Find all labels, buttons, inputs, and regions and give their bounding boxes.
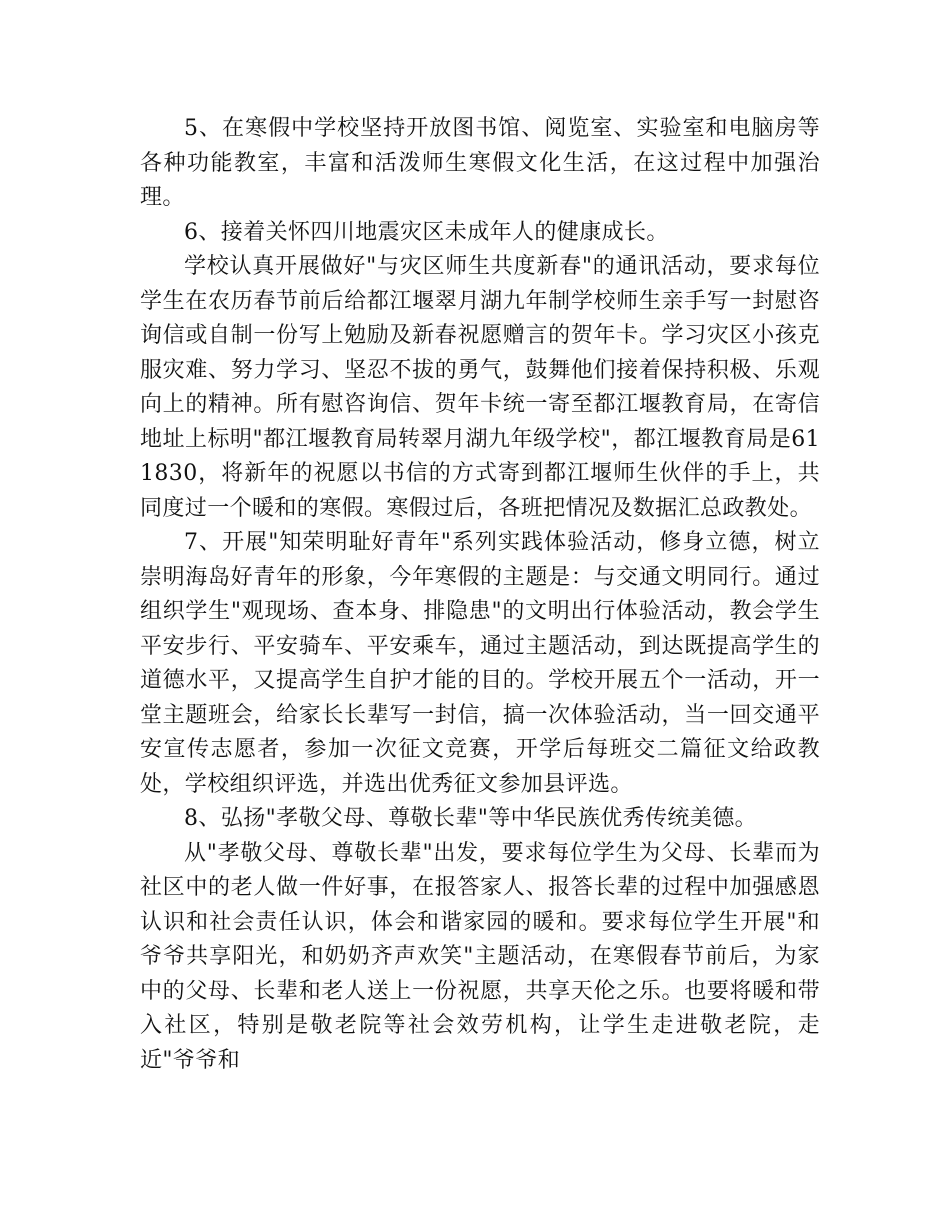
paragraph-item-6: 6、接着关怀四川地震灾区未成年人的健康成长。 (184, 219, 669, 245)
paragraph-item-5: 5、在寒假中学校坚持开放图书馆、阅览室、实验室和电脑房等各种功能教室，丰富和活泼师生寒假文化生活，在这过程中加强治理。 (140, 116, 820, 210)
paragraph-disaster-area-exchange: 学校认真开展做好"与灾区师生共度新春"的通讯活动，要求每位学生在农历春节前后给都江堰翠月湖九年制学校师生亲手写一封慰咨询信或自制一份写上勉励及新春祝愿赠言的贺年卡。学习灾区小孩克服灾难、努力学习、坚忍不拔的勇气，鼓舞他们接着保持积极、乐观向上的精神。所有慰咨询信、贺年卡统一寄至都江堰教育局，在寄信地址上标明"都江堰教育局转翠月湖九年级学校"，都江堰教育局是611830，将新年的祝愿以书信的方式寄到都江堰师生伙伴的手上，共同度过一个暖和的寒假。寒假过后，各班把情况及数据汇总政教处。 (140, 254, 820, 521)
paragraph-item-7: 7、开展"知荣明耻好青年"系列实践体验活动，修身立德，树立崇明海岛好青年的形象，今年寒假的主题是：与交通文明同行。通过组织学生"观现场、查本身、排隐患"的文明出行体验活动，教会学生平安步行、平安骑车、平安乘车，通过主题活动，到达既提高学生的道德水平，又提高学生自护才能的目的。学校开展五个一活动，开一堂主题班会，给家长长辈写一封信，搞一次体验活动，当一回交通平安宣传志愿者，参加一次征文竞赛，开学后每班交二篇征文给政教处，学校组织评选，并选出优秀征文参加县评选。 (140, 530, 820, 797)
paragraph-item-8: 8、弘扬"孝敬父母、尊敬长辈"等中华民族优秀传统美德。 (184, 806, 758, 831)
paragraph-filial-piety-activity: 从"孝敬父母、尊敬长辈"出发，要求每位学生为父母、长辈而为社区中的老人做一件好事，在报答家人、报答长辈的过程中加强感恩认识和社会责任认识，体会和谐家园的暖和。要求每位学生开展"和爷爷共享阳光，和奶奶齐声欢笑"主题活动，在寒假春节前后，为家中的父母、长辈和老人送上一份祝愿，共享天伦之乐。也要将暖和带入社区，特别是敬老院等社会效劳机构，让学生走进敬老院，走近"爷爷和 (140, 840, 820, 1073)
document-body (140, 112, 820, 1078)
